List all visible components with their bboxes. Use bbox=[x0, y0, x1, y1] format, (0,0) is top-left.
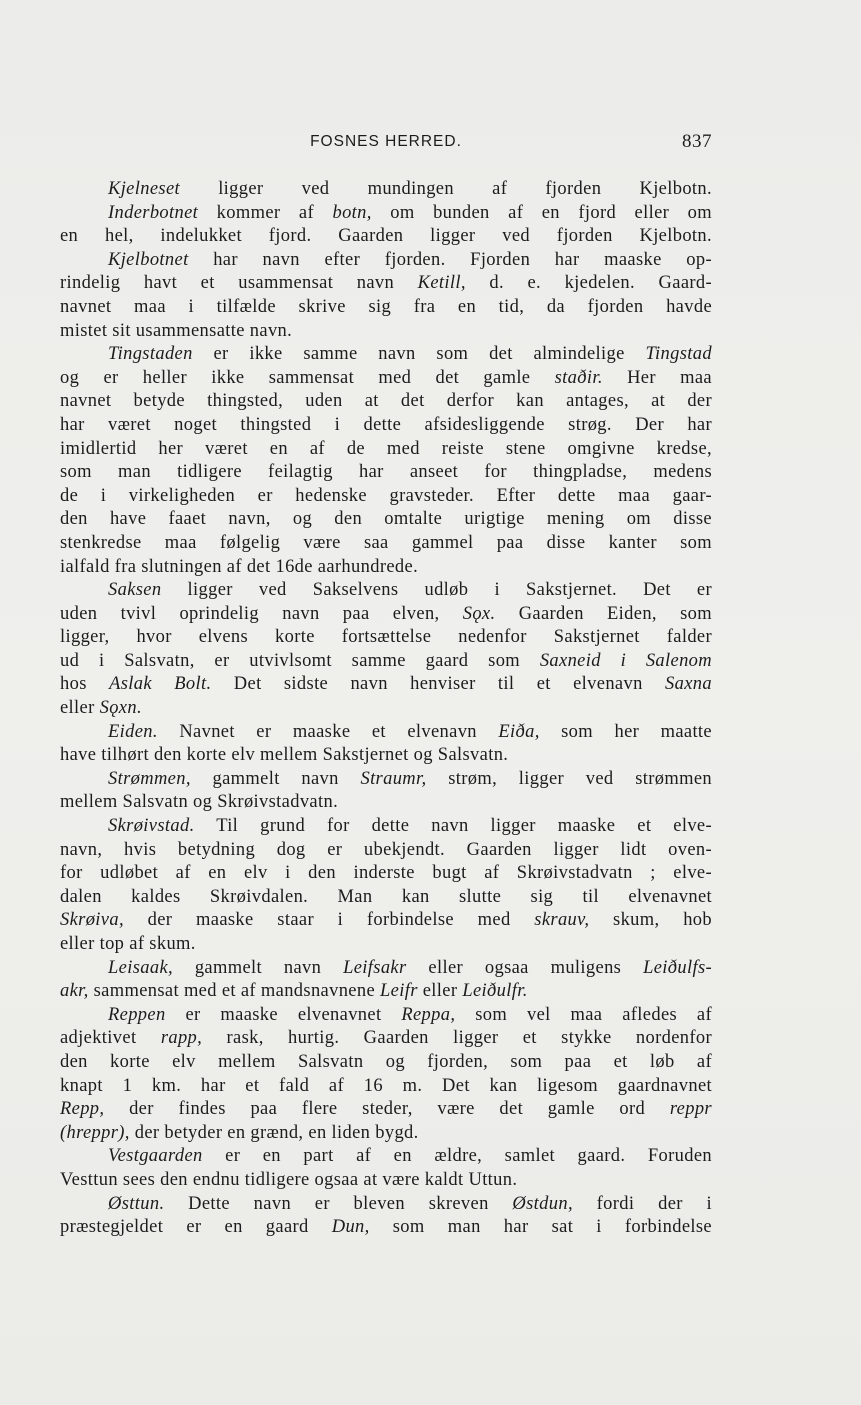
text-run: og er heller ikke sammensat med det gamle bbox=[60, 367, 555, 388]
text-run: rask, hurtig. Gaarden ligger et stykke nordenfor bbox=[202, 1028, 713, 1049]
italic-term: Eiða, bbox=[498, 721, 540, 742]
italic-term: Straumr, bbox=[360, 768, 427, 789]
italic-term: Østdun, bbox=[512, 1193, 573, 1214]
text-run: der betyder en grænd, en liden bygd. bbox=[129, 1122, 419, 1143]
text-line bbox=[60, 839, 712, 863]
italic-term: botn, bbox=[332, 202, 372, 223]
text-line bbox=[60, 626, 712, 650]
text-run: den korte elv mellem Salsvatn og fjorden, som paa et løb af bbox=[60, 1051, 712, 1072]
text-line bbox=[60, 225, 712, 249]
text-line bbox=[60, 980, 712, 1004]
page-number: 837 bbox=[682, 131, 712, 152]
italic-term: Leisaak, bbox=[108, 957, 173, 978]
text-line bbox=[60, 272, 712, 296]
text-run: uden tvivl oprindelig navn paa elven, bbox=[60, 603, 463, 624]
italic-term: Saxna bbox=[665, 674, 712, 695]
text-run: dalen kaldes Skrøivdalen. Man kan slutte sig til elvenavnet bbox=[60, 886, 712, 907]
text-run: der maaske staar i forbindelse med bbox=[123, 910, 535, 931]
text-line bbox=[60, 1193, 712, 1217]
text-line bbox=[60, 438, 712, 462]
italic-term: Vestgaarden bbox=[108, 1146, 203, 1167]
text-run: hos bbox=[60, 674, 110, 695]
running-head-title: FOSNES HERRED. bbox=[310, 133, 462, 150]
text-run: eller ogsaa muligens bbox=[406, 957, 644, 978]
italic-term: rapp, bbox=[160, 1028, 203, 1049]
text-run: have tilhørt den korte elv mellem Sakstjernet og Salsvatn. bbox=[60, 745, 509, 766]
text-run: de i virkeligheden er hedenske gravsteder. Efter dette maa gaar- bbox=[60, 485, 712, 506]
italic-term: Sǫxn. bbox=[99, 698, 142, 719]
text-line bbox=[60, 1004, 712, 1028]
text-run: navnet maa i tilfælde skrive sig fra en tid, da fjorden havde bbox=[60, 296, 712, 317]
text-run: ligger, hvor elvens korte fortsættelse nedenfor Sakstjernet falder bbox=[60, 627, 712, 648]
text-line bbox=[60, 343, 712, 367]
text-run: d. e. kjedelen. Gaard- bbox=[465, 273, 712, 294]
text-run: Dette navn er bleven skreven bbox=[164, 1193, 513, 1214]
italic-term: Aslak Bolt. bbox=[109, 674, 212, 695]
italic-term: Leiðulfs- bbox=[643, 957, 713, 978]
text-run: rindelig havt et usammensat navn bbox=[60, 273, 418, 294]
text-run: som man har sat i forbindelse bbox=[369, 1217, 712, 1238]
text-line bbox=[60, 933, 712, 957]
italic-term: Saksen bbox=[108, 580, 162, 601]
text-line bbox=[60, 1169, 712, 1193]
text-run: fordi der i bbox=[572, 1193, 712, 1214]
text-run: er en part af en ældre, samlet gaard. Foruden bbox=[202, 1146, 712, 1167]
text-run: Her maa bbox=[602, 367, 712, 388]
italic-term: Leiðulfr. bbox=[462, 981, 528, 1002]
text-run: skum, hob bbox=[589, 910, 712, 931]
text-run: ligger ved mundingen af fjorden Kjelbotn. bbox=[180, 179, 712, 199]
text-run: adjektivet bbox=[60, 1028, 161, 1049]
text-run: strøm, ligger ved strømmen bbox=[426, 768, 712, 789]
text-line bbox=[60, 1216, 712, 1240]
text-run: en hel, indelukket fjord. Gaarden ligger ved fjorden Kjelbotn. bbox=[60, 226, 712, 247]
text-run: er ikke samme navn som det almindelige bbox=[192, 344, 646, 365]
text-line bbox=[60, 508, 712, 532]
text-line bbox=[60, 579, 712, 603]
text-run: er maaske elvenavnet bbox=[165, 1004, 402, 1025]
text-line bbox=[60, 744, 712, 768]
text-run: imidlertid her været en af de med reiste stene omgivne kredse, bbox=[60, 438, 712, 459]
text-run: mistet sit usammensatte navn. bbox=[60, 320, 293, 341]
italic-term: Sǫx. bbox=[462, 603, 496, 624]
text-line bbox=[60, 791, 712, 815]
italic-term: Inderbotnet bbox=[108, 202, 199, 223]
text-run: eller bbox=[60, 698, 100, 719]
italic-term: Eiden. bbox=[108, 721, 158, 742]
text-line bbox=[60, 532, 712, 556]
text-run: navn, hvis betydning dog er ubekjendt. Gaarden ligger lidt oven- bbox=[60, 839, 712, 860]
text-line bbox=[60, 1027, 712, 1051]
text-line bbox=[60, 673, 712, 697]
italic-term: Kjelneset bbox=[108, 179, 180, 199]
italic-term: staðir. bbox=[554, 367, 603, 388]
text-line bbox=[60, 485, 712, 509]
italic-term: skrauv, bbox=[534, 910, 590, 931]
text-run: ligger ved Sakselvens udløb i Sakstjernet. Det er bbox=[161, 580, 712, 601]
text-line bbox=[60, 202, 712, 226]
text-line bbox=[60, 862, 712, 886]
italic-term: Kjelbotnet bbox=[108, 249, 189, 270]
italic-term: Leifsakr bbox=[343, 957, 407, 978]
text-line bbox=[60, 367, 712, 391]
text-run: som vel maa afledes af bbox=[455, 1004, 713, 1025]
text-run: Navnet er maaske et elvenavn bbox=[157, 721, 499, 742]
italic-term: Østtun. bbox=[108, 1193, 165, 1214]
text-run: kommer af bbox=[198, 202, 333, 223]
text-run: eller top af skum. bbox=[60, 934, 196, 954]
text-line bbox=[60, 1122, 712, 1146]
body-text bbox=[60, 178, 712, 1240]
text-line bbox=[60, 697, 712, 721]
text-line bbox=[60, 909, 712, 933]
text-line bbox=[60, 721, 712, 745]
italic-term: (hreppr), bbox=[60, 1122, 130, 1143]
text-run: om bunden af en fjord eller om bbox=[371, 202, 713, 223]
text-run: gammelt navn bbox=[172, 957, 344, 978]
text-line bbox=[60, 320, 712, 344]
text-line bbox=[60, 1075, 712, 1099]
italic-term: Tingstaden bbox=[108, 344, 193, 365]
italic-term: Strømmen, bbox=[108, 768, 191, 789]
italic-term: Skrøiva, bbox=[60, 910, 124, 931]
text-run: eller bbox=[417, 981, 463, 1002]
italic-term: akr, bbox=[60, 981, 89, 1002]
italic-term: Leifr bbox=[380, 981, 418, 1002]
text-line bbox=[60, 414, 712, 438]
italic-term: Saxneid i Salenom bbox=[539, 650, 712, 671]
text-line bbox=[60, 296, 712, 320]
text-run: gammelt navn bbox=[190, 768, 361, 789]
text-line bbox=[60, 768, 712, 792]
text-line bbox=[60, 1098, 712, 1122]
text-line bbox=[60, 650, 712, 674]
text-run: Det sidste navn henviser til et elvenavn bbox=[211, 674, 666, 695]
text-run: for udløbet af en elv i den inderste bugt af Skrøivstadvatn ; elve- bbox=[60, 863, 712, 884]
text-run: som man tidligere feilagtig har anseet for thingpladse, medens bbox=[60, 462, 712, 483]
text-run: ud i Salsvatn, er utvivlsomt samme gaard som bbox=[60, 650, 540, 671]
text-run: sammensat med et af mandsnavnene bbox=[88, 981, 381, 1002]
text-line bbox=[60, 886, 712, 910]
text-run: Til grund for dette navn ligger maaske et elve- bbox=[194, 816, 712, 837]
italic-term: Repp, bbox=[60, 1099, 105, 1120]
text-line bbox=[60, 556, 712, 580]
text-line bbox=[60, 178, 712, 202]
text-line bbox=[60, 249, 712, 273]
text-run: Gaarden Eiden, som bbox=[495, 603, 712, 624]
text-line bbox=[60, 957, 712, 981]
text-line bbox=[60, 1051, 712, 1075]
italic-term: Reppa, bbox=[401, 1004, 456, 1025]
italic-term: Reppen bbox=[108, 1004, 166, 1025]
italic-term: Tingstad bbox=[645, 344, 712, 365]
italic-term: Dun, bbox=[331, 1217, 370, 1238]
text-run: præstegjeldet er en gaard bbox=[60, 1217, 332, 1238]
text-run: som her maatte bbox=[539, 721, 712, 742]
text-line bbox=[60, 603, 712, 627]
running-head bbox=[60, 133, 712, 157]
text-run: ialfald fra slutningen af det 16de aarhundrede. bbox=[60, 556, 419, 577]
text-line bbox=[60, 1145, 712, 1169]
text-run: navnet betyde thingsted, uden at det derfor kan antages, at der bbox=[60, 391, 712, 412]
text-line bbox=[60, 815, 712, 839]
text-run: mellem Salsvatn og Skrøivstadvatn. bbox=[60, 792, 339, 813]
text-run: stenkredse maa følgelig være saa gammel paa disse kanter som bbox=[60, 532, 712, 553]
text-run: har navn efter fjorden. Fjorden har maaske op- bbox=[188, 249, 712, 270]
text-line bbox=[60, 390, 712, 414]
text-line bbox=[60, 461, 712, 485]
text-run: den have faaet navn, og den omtalte urigtige mening om disse bbox=[60, 509, 712, 530]
italic-term: Ketill, bbox=[417, 273, 466, 294]
text-run: har været noget thingsted i dette afsidesliggende strøg. Der har bbox=[60, 414, 712, 435]
text-run: knapt 1 km. har et fald af 16 m. Det kan ligesom gaardnavnet bbox=[60, 1075, 712, 1096]
text-run: Vesttun sees den endnu tidligere ogsaa at være kaldt Uttun. bbox=[60, 1169, 518, 1190]
italic-term: Skrøivstad. bbox=[108, 816, 195, 837]
italic-term: reppr bbox=[669, 1099, 712, 1120]
text-run: der findes paa flere steder, være det gamle ord bbox=[104, 1099, 670, 1120]
